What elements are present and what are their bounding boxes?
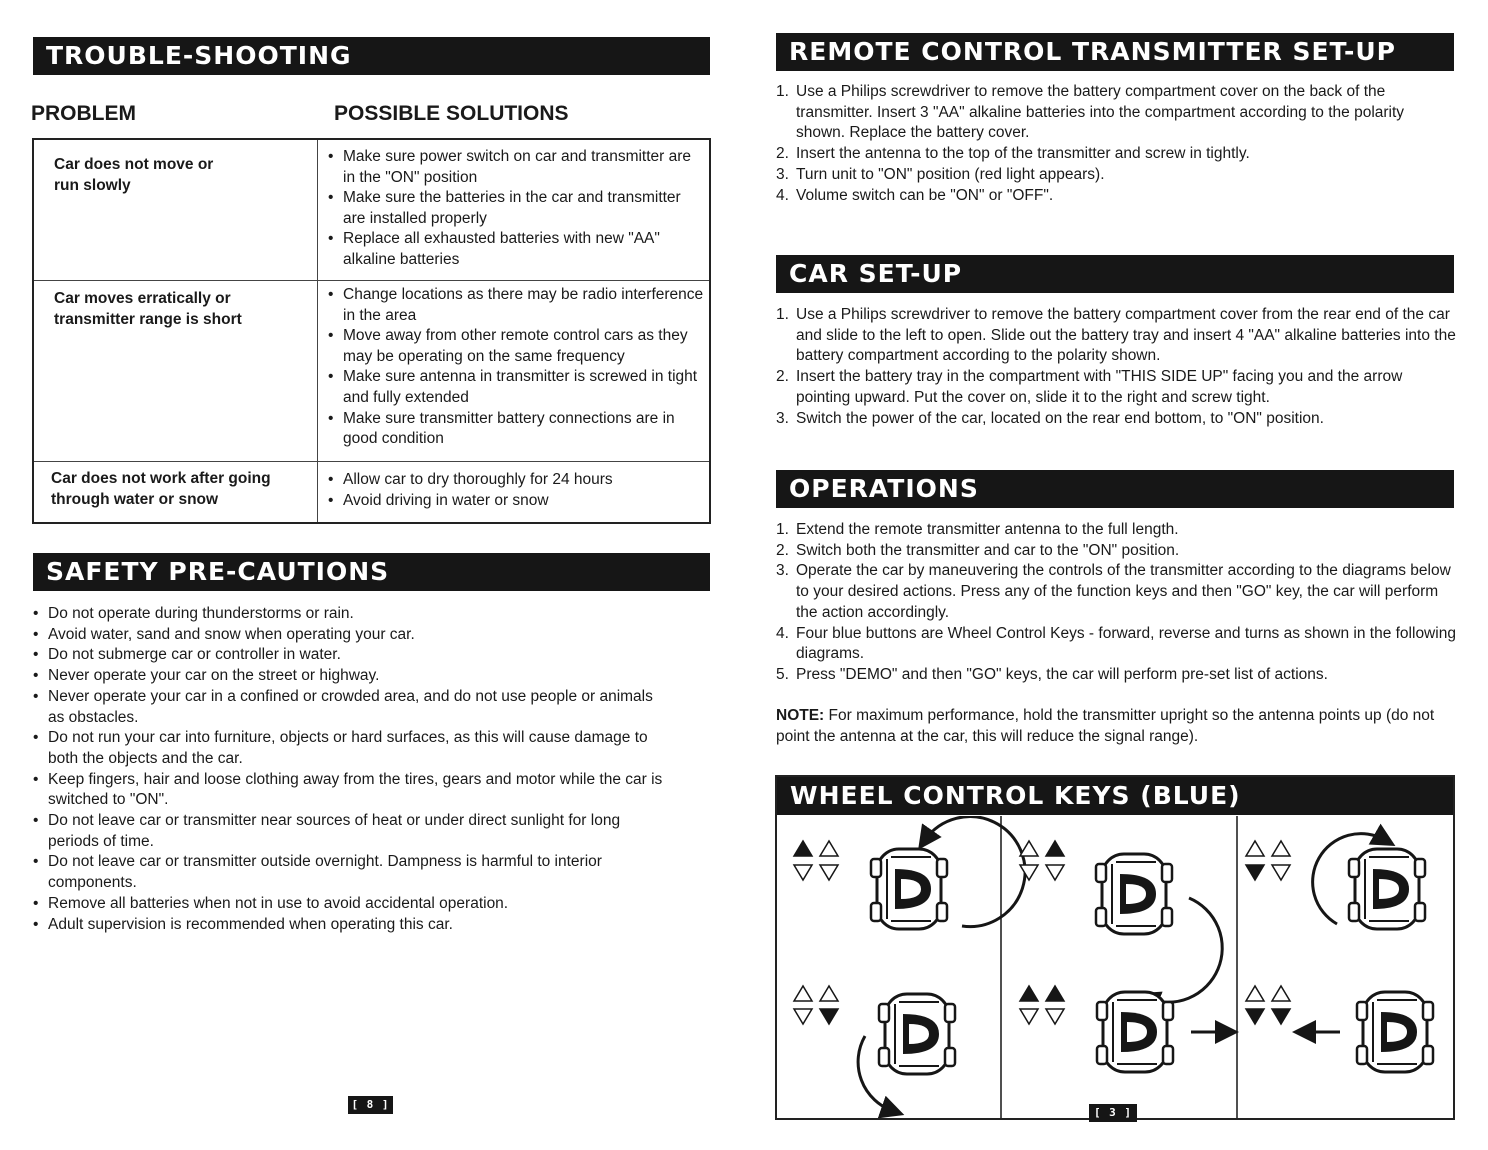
solution-item: • Make sure power switch on car and transmitter are in the "ON" position bbox=[326, 147, 706, 188]
solution-item: • Move away from other remote control cars as they may be operating on the same frequency bbox=[326, 326, 706, 367]
list-item-text: Use a Philips screwdriver to remove the battery compartment cover from the rear end of the car and slide to the left to open. Slide out the battery tray and insert 4 "AA" alkaline batteries into the battery compartment according to the polarity shown. bbox=[796, 306, 1456, 365]
problem-cell: Car does not move or run slowly bbox=[54, 156, 214, 194]
list-item: • Do not operate during thunderstorms or rain. bbox=[32, 604, 672, 625]
list-item: • Avoid water, sand and snow when operating your car. bbox=[32, 625, 672, 646]
list-item-text: Insert the antenna to the top of the transmitter and screw in tightly. bbox=[796, 145, 1250, 163]
key-indicator-reverse-right bbox=[1246, 841, 1290, 880]
list-item: 4. Volume switch can be "ON" or "OFF". bbox=[776, 186, 1054, 204]
key-indicator-forward bbox=[1020, 986, 1064, 1024]
wheel-control-title: WHEEL CONTROL KEYS (BLUE) bbox=[777, 777, 1453, 815]
note-label: NOTE: bbox=[776, 707, 825, 724]
wheel-diagram-svg bbox=[777, 816, 1453, 1118]
list-item: • Do not leave car or transmitter outside overnight. Dampness is harmful to interior components. bbox=[32, 852, 672, 893]
list-item-text: Switch the power of the car, located on the rear end bottom, to "ON" position. bbox=[796, 409, 1324, 427]
list-item: 4. Four blue buttons are Wheel Control Keys - forward, reverse and turns as shown in the following diagrams. bbox=[776, 624, 1456, 663]
car-icon bbox=[1349, 849, 1425, 929]
list-item: 1. Use a Philips screwdriver to remove the battery compartment cover on the back of the transmitter. Insert 3 "AA" alkaline batteries into the compartment according to the polarity shown. Replace the battery cover. bbox=[776, 83, 1405, 142]
operations-title: OPERATIONS bbox=[776, 470, 1454, 508]
list-item: 3. Operate the car by maneuvering the controls of the transmitter according to the diagrams below to your desired actions. Press any of the function keys and then "GO" key, the car will perform the action accordingly. bbox=[776, 562, 1451, 621]
car-setup-list bbox=[776, 305, 1456, 429]
problem-cell: Car moves erratically or transmitter range is short bbox=[54, 290, 242, 328]
key-indicator-forward-left bbox=[794, 841, 838, 880]
list-item-text: Insert the battery tray in the compartment with "THIS SIDE UP" facing you and the arrow pointing upward. Put the cover on, slide it to the right and screw tight. bbox=[796, 368, 1403, 406]
car-icon bbox=[871, 849, 947, 929]
table-row bbox=[34, 461, 709, 522]
list-item: 1. Extend the remote transmitter antenna to the full length. bbox=[776, 521, 1179, 538]
list-item-text: Switch both the transmitter and car to the "ON" position. bbox=[796, 541, 1180, 559]
list-item: 5. Press "DEMO" and then "GO" keys, the car will perform pre-set list of actions. bbox=[776, 665, 1328, 683]
list-item-text: Press "DEMO" and then "GO" keys, the car will perform pre-set list of actions. bbox=[796, 665, 1328, 683]
troubleshooting-title: TROUBLE-SHOOTING bbox=[33, 37, 710, 75]
car-setup-title: CAR SET-UP bbox=[776, 255, 1454, 293]
solution-item: • Make sure transmitter battery connections are in good condition bbox=[326, 409, 706, 450]
troubleshooting-table bbox=[32, 138, 711, 524]
list-item-text: Use a Philips screwdriver to remove the battery compartment cover on the back of the transmitter. Insert 3 "AA" alkaline batteries into the compartment according to the polarity shown. Replace the battery cover. bbox=[796, 83, 1405, 142]
list-item: • Remove all batteries when not in use to avoid accidental operation. bbox=[32, 894, 672, 915]
solution-item: • Replace all exhausted batteries with new "AA" alkaline batteries bbox=[326, 229, 706, 270]
solutions-list bbox=[326, 285, 706, 450]
list-item: • Do not submerge car or controller in water. bbox=[32, 645, 672, 666]
list-item: • Keep fingers, hair and loose clothing away from the tires, gears and motor while the car is switched to "ON". bbox=[32, 770, 672, 811]
operations-list bbox=[776, 520, 1456, 686]
problem-cell: Car does not work after going through water or snow bbox=[51, 470, 271, 508]
car-icon bbox=[1097, 992, 1173, 1072]
list-item-text: Four blue buttons are Wheel Control Keys - forward, reverse and turns as shown in the following diagrams. bbox=[796, 624, 1456, 663]
list-item: • Never operate your car in a confined or crowded area, and do not use people or animals as obstacles. bbox=[32, 687, 672, 728]
car-icon bbox=[879, 994, 955, 1074]
list-item-text: Turn unit to "ON" position (red light appears). bbox=[796, 165, 1105, 183]
operations-note bbox=[776, 706, 1456, 747]
table-row bbox=[34, 280, 709, 462]
solution-item: • Change locations as there may be radio interference in the area bbox=[326, 285, 706, 326]
solutions-list bbox=[326, 147, 706, 271]
key-indicator-forward-right bbox=[1020, 841, 1064, 880]
problem-column-header: PROBLEM bbox=[31, 102, 136, 125]
remote-setup-title: REMOTE CONTROL TRANSMITTER SET-UP bbox=[776, 33, 1454, 71]
solution-item: • Avoid driving in water or snow bbox=[326, 491, 706, 512]
list-item: • Do not leave car or transmitter near sources of heat or under direct sunlight for long periods of time. bbox=[32, 811, 672, 852]
list-item: 2. Insert the battery tray in the compartment with "THIS SIDE UP" facing you and the arrow pointing upward. Put the cover on, slide it to the right and screw tight. bbox=[776, 368, 1403, 406]
list-item-text: Volume switch can be "ON" or "OFF". bbox=[796, 186, 1054, 204]
list-item: 3. Turn unit to "ON" position (red light appears). bbox=[776, 165, 1105, 183]
car-icon bbox=[1357, 992, 1433, 1072]
solution-item: • Allow car to dry thoroughly for 24 hours bbox=[326, 470, 706, 491]
page-number-left: [ 8 ] bbox=[348, 1096, 393, 1114]
key-indicator-reverse bbox=[1246, 986, 1290, 1024]
list-item: 3. Switch the power of the car, located on the rear end bottom, to "ON" position. bbox=[776, 409, 1324, 427]
car-icon bbox=[1096, 854, 1172, 934]
list-item: • Adult supervision is recommended when operating this car. bbox=[32, 915, 672, 936]
page-number-right: [ 3 ] bbox=[1089, 1104, 1137, 1122]
solution-item: • Make sure antenna in transmitter is screwed in tight and fully extended bbox=[326, 367, 706, 408]
wheel-control-diagram bbox=[775, 775, 1455, 1120]
list-item: 1. Use a Philips screwdriver to remove the battery compartment cover from the rear end of the car and slide to the left to open. Slide out the battery tray and insert 4 "AA" alkaline batteries into the battery compartment according to the polarity shown. bbox=[776, 306, 1456, 365]
note-text: For maximum performance, hold the transmitter upright so the antenna points up (do not point the antenna at the car, this will reduce the signal range). bbox=[776, 707, 1435, 745]
solutions-column-header: POSSIBLE SOLUTIONS bbox=[334, 102, 569, 125]
solution-item: • Make sure the batteries in the car and transmitter are installed properly bbox=[326, 188, 706, 229]
safety-title: SAFETY PRE-CAUTIONS bbox=[33, 553, 710, 591]
list-item: 2. Insert the antenna to the top of the transmitter and screw in tightly. bbox=[776, 145, 1250, 163]
list-item-text: Operate the car by maneuvering the controls of the transmitter according to the diagrams below to your desired actions. Press any of the function keys and then "GO" key, the car will perform the action accordingly. bbox=[796, 562, 1451, 621]
key-indicator-reverse-left bbox=[794, 986, 838, 1024]
list-item: 2. Switch both the transmitter and car to the "ON" position. bbox=[776, 541, 1180, 559]
list-item: • Never operate your car on the street or highway. bbox=[32, 666, 672, 687]
list-item: • Do not run your car into furniture, objects or hard surfaces, as this will cause damage to both the objects and the car. bbox=[32, 728, 672, 769]
table-row bbox=[34, 140, 709, 281]
remote-setup-list bbox=[776, 82, 1456, 206]
solutions-list bbox=[326, 470, 706, 511]
safety-list bbox=[32, 604, 672, 935]
list-item-text: Extend the remote transmitter antenna to the full length. bbox=[796, 521, 1179, 538]
